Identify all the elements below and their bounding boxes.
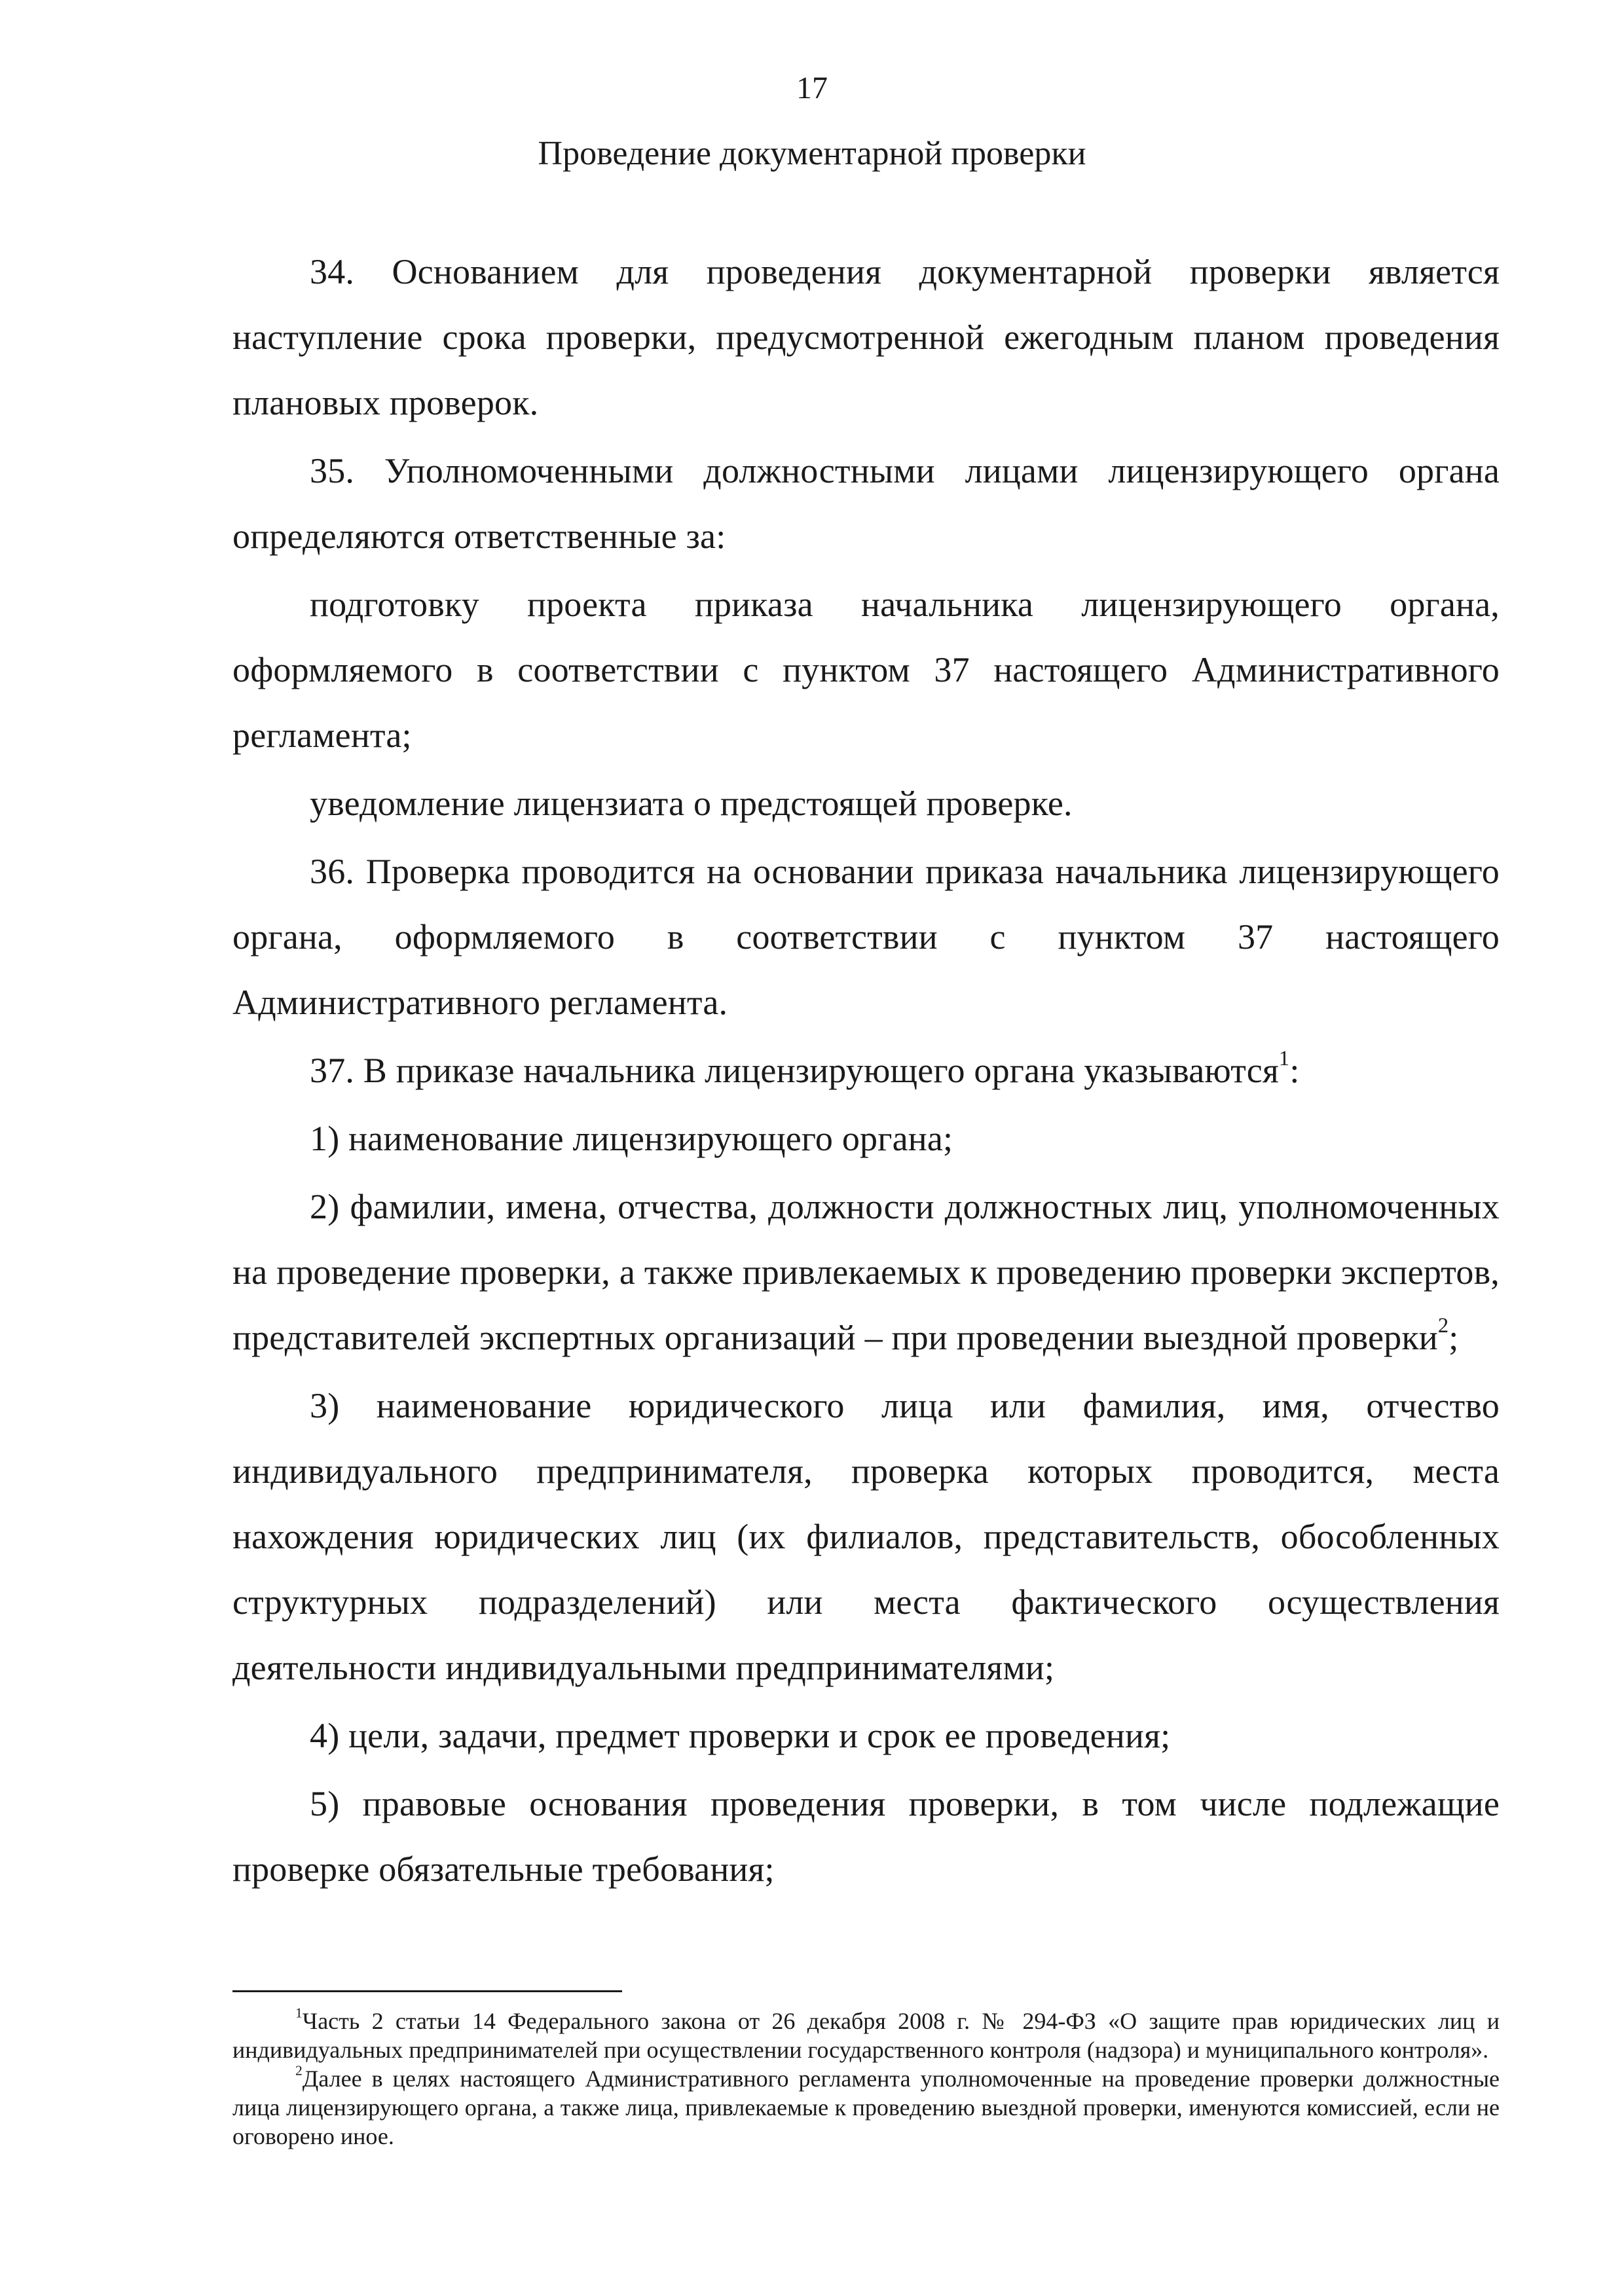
footnote-2-mark: 2 xyxy=(295,2062,303,2079)
footnote-1-text: Часть 2 статьи 14 Федерального закона от 26 декабря 2008 г. № 294-ФЗ «О защите прав юридических лиц и индивидуальных предпринимателей при осуществлении государственного контроля (надзора) и муниципального контроля». xyxy=(232,2008,1500,2063)
list-item-3: 3) наименование юридического лица или фамилия, имя, отчество индивидуального предпринимателя, проверка которых проводится, места нахождения юридических лиц (их филиалов, представительств, обособленных структурных подразделений) или места фактического осуществления деятельности индивидуальными предпринимателями; xyxy=(232,1386,1500,1687)
list-item-2 xyxy=(232,1174,1500,1370)
list-item-4: 4) цели, задачи, предмет проверки и срок ее проведения; xyxy=(310,1716,1171,1755)
page-number: 17 xyxy=(796,71,828,105)
footnote-1-mark: 1 xyxy=(295,2005,303,2021)
paragraph-37 xyxy=(232,1038,1500,1103)
paragraph-35-item-order: подготовку проекта приказа начальника лицензирующего органа, оформляемого в соответствии с пунктом 37 настоящего Административного регламента; xyxy=(232,585,1500,755)
footnote-2 xyxy=(232,2064,1500,2151)
list-item-2-text: 2) фамилии, имена, отчества, должности должностных лиц, уполномоченных на проведение проверки, а также привлекаемых к проведению проверки экспертов, представителей экспертных организаций – при проведении выездной проверки xyxy=(232,1187,1500,1357)
paragraph-37-tail: : xyxy=(1289,1051,1300,1090)
footnote-separator xyxy=(232,1990,622,1992)
footnotes xyxy=(232,2007,1500,2151)
body-text xyxy=(232,239,1500,1904)
paragraph-34: 34. Основанием для проведения документарной проверки является наступление срока проверки, предусмотренной ежегодным планом проведения плановых проверок. xyxy=(232,252,1500,422)
footnote-ref-2: 2 xyxy=(1437,1314,1449,1338)
paragraph-37-text: 37. В приказе начальника лицензирующего органа указываются xyxy=(310,1051,1279,1090)
paragraph-36: 36. Проверка проводится на основании приказа начальника лицензирующего органа, оформляемого в соответствии с пунктом 37 настоящего Административного регламента. xyxy=(232,852,1500,1022)
paragraph-35: 35. Уполномоченными должностными лицами лицензирующего органа определяются ответственные за: xyxy=(232,451,1500,556)
footnote-2-text: Далее в целях настоящего Административного регламента уполномоченные на проведение проверки должностные лица лицензирующего органа, а также лица, привлекаемые к проведению выездной проверки, именуются комиссией, если не оговорено иное. xyxy=(232,2066,1500,2149)
section-title: Проведение документарной проверки xyxy=(538,135,1086,172)
list-item-1: 1) наименование лицензирующего органа; xyxy=(310,1119,953,1158)
footnote-ref-1: 1 xyxy=(1278,1047,1290,1071)
list-item-5: 5) правовые основания проведения проверки, в том числе подлежащие проверке обязательные требования; xyxy=(232,1784,1500,1889)
footnote-1 xyxy=(232,2007,1500,2064)
paragraph-35-item-notice: уведомление лицензиата о предстоящей проверке. xyxy=(310,784,1073,823)
list-item-2-tail: ; xyxy=(1449,1318,1459,1357)
